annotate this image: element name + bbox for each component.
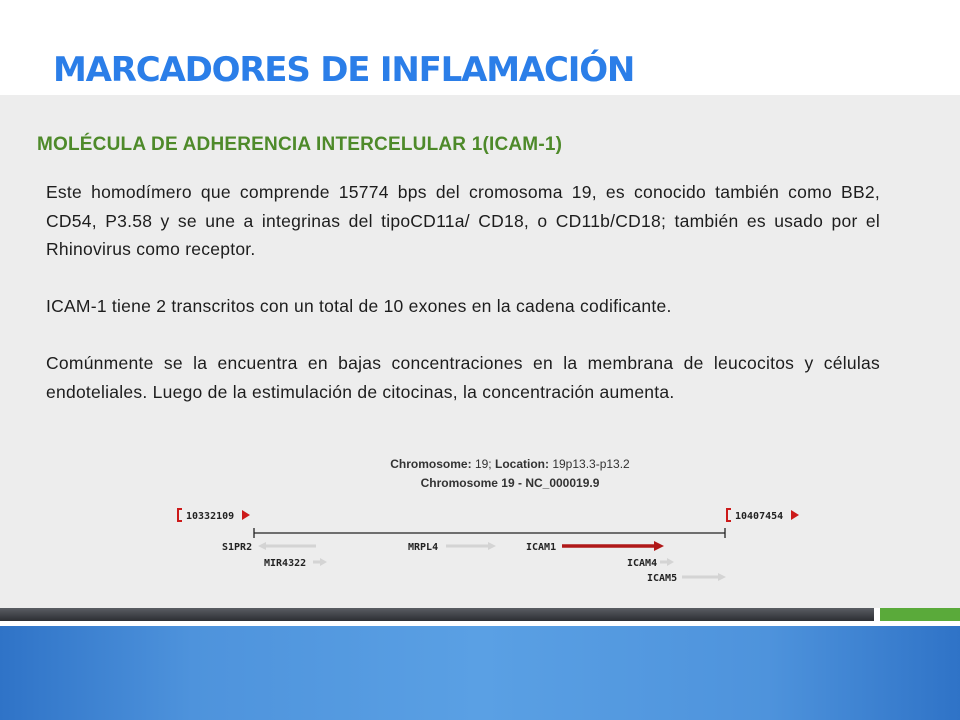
- svg-text:ICAM4: ICAM4: [627, 558, 658, 569]
- forward-arrow-icon: [320, 558, 327, 566]
- gene-icam5: [647, 573, 726, 584]
- end-coordinate-marker: [727, 509, 799, 522]
- paragraph-expression: Comúnmente se la encuentra en bajas concentraciones en la membrana de leucocitos y células endoteliales. Luego de la estimulación de citocinas, la concentración aumenta.: [46, 353, 880, 402]
- gene-map-figure: [170, 500, 820, 595]
- svg-text:ICAM1: ICAM1: [526, 542, 557, 553]
- svg-text:S1PR2: S1PR2: [222, 542, 253, 553]
- figure-caption-location: Chromosome: 19; Location: 19p13.3-p13.2: [390, 457, 630, 471]
- forward-arrow-icon: [718, 573, 726, 581]
- section-heading: MOLÉCULA DE ADHERENCIA INTERCELULAR 1(ICAM-1): [37, 134, 563, 155]
- end-arrow-icon: [791, 510, 799, 520]
- gene-mrpl4: [408, 542, 496, 553]
- footer-accent-bar: [880, 608, 960, 621]
- start-arrow-icon: [242, 510, 250, 520]
- gene-mir4322: [264, 558, 327, 569]
- start-coordinate-marker: [178, 509, 250, 522]
- gene-icam4: [627, 558, 674, 569]
- reverse-arrow-icon: [258, 542, 266, 550]
- figure-caption-chromosome: Chromosome 19 - NC_000019.9: [420, 476, 600, 490]
- gene-icam1: [526, 541, 664, 553]
- forward-arrow-icon: [667, 558, 674, 566]
- svg-text:MRPL4: MRPL4: [408, 542, 439, 553]
- svg-text:ICAM5: ICAM5: [647, 573, 678, 584]
- footer-divider-bar: [0, 608, 874, 621]
- start-coordinate-label: 10332109: [186, 511, 235, 522]
- forward-arrow-icon: [654, 541, 664, 551]
- slide-title: MARCADORES DE INFLAMACIÓN: [53, 50, 635, 90]
- end-coordinate-label: 10407454: [735, 511, 784, 522]
- paragraph-description: Este homodímero que comprende 15774 bps del cromosoma 19, es conocido también como BB2, CD54, P3.58 y se une a integrinas del tipoCD11a/ CD18, o CD11b/CD18; también es usado por el Rhinovirus como receptor.: [46, 182, 880, 259]
- paragraph-transcripts: ICAM-1 tiene 2 transcritos con un total de 10 exones en la cadena codificante.: [46, 296, 672, 316]
- svg-text:MIR4322: MIR4322: [264, 558, 307, 569]
- gene-s1pr2: [222, 542, 316, 553]
- forward-arrow-icon: [488, 542, 496, 550]
- footer-background: [0, 626, 960, 720]
